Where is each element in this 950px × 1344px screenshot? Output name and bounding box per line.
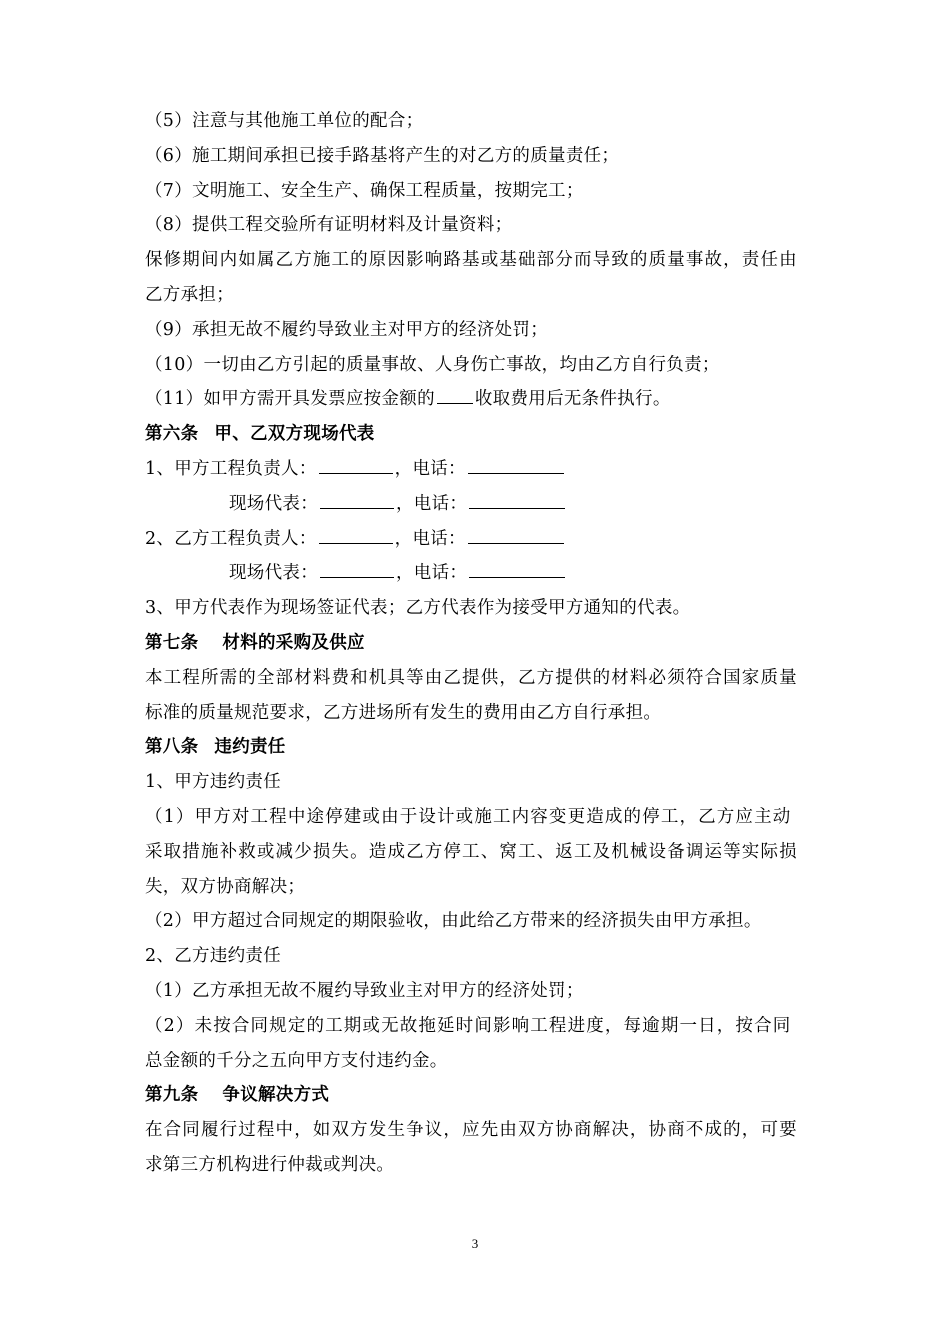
- article-9-paragraph-line-2: 求第三方机构进行仲裁或判决。: [145, 1154, 395, 1175]
- article-9-title: 争议解决方式: [222, 1085, 330, 1106]
- article-9-paragraph-line-1: 在合同履行过程中，如双方发生争议，应先由双方协商解决，协商不成的，可要: [145, 1120, 798, 1141]
- party-a-rep-blank[interactable]: [320, 492, 394, 509]
- tel-label: ，电话：: [394, 458, 466, 479]
- article-6-heading: [145, 417, 825, 452]
- fill-in-blank-rate[interactable]: [437, 387, 473, 404]
- clause-item-9: （9）承担无故不履约导致业主对甲方的经济处罚；: [145, 319, 549, 340]
- clause-item-8: （8）提供工程交验所有证明材料及计量资料；: [145, 215, 513, 236]
- party-a-breach-item-1-line-1: （1）甲方对工程中途停建或由于设计或施工内容变更造成的停工，乙方应主动: [145, 806, 792, 827]
- clause-item-10: （10）一切由乙方引起的质量事故、人身伤亡事故，均由乙方自行负责；: [145, 354, 720, 375]
- party-a-breach-item-1-line-2: 采取措施补救或减少损失。造成乙方停工、窝工、返工及机械设备调运等实际损: [145, 841, 798, 862]
- article-7-paragraph-line-2: 标准的质量规范要求，乙方进场所有发生的费用由乙方自行承担。: [145, 702, 662, 723]
- warranty-paragraph-line-1: 保修期间内如属乙方施工的原因影响路基或基础部分而导致的质量事故，责任由: [145, 250, 798, 271]
- party-a-rep-tel-blank[interactable]: [469, 492, 565, 509]
- tel-label: ，电话：: [396, 563, 468, 584]
- article-9-heading: [145, 1078, 825, 1113]
- article-8-heading: [145, 730, 825, 765]
- party-a-rep-label: 现场代表：: [229, 493, 318, 514]
- clause-item-6: （6）施工期间承担已接手路基将产生的对乙方的质量责任；: [145, 145, 620, 166]
- clause-item-11-text-b: 收取费用后无条件执行。: [474, 389, 671, 410]
- article-6-title: 甲、乙双方现场代表: [214, 424, 375, 445]
- representative-note: 3、甲方代表作为现场签证代表；乙方代表作为接受甲方通知的代表。: [145, 598, 691, 619]
- party-b-breach-item-2-line-2: 总金额的千分之五向甲方支付违约金。: [145, 1050, 448, 1071]
- clause-item-11-text-a: （11）如甲方需开具发票应按金额的: [145, 389, 435, 410]
- page-number: 3: [471, 1236, 479, 1251]
- party-b-manager-row: [145, 522, 825, 557]
- article-7-paragraph-line-1: 本工程所需的全部材料费和机具等由乙提供，乙方提供的材料必须符合国家质量: [145, 667, 798, 688]
- party-a-breach-item-2: （2）甲方超过合同规定的期限验收，由此给乙方带来的经济损失由甲方承担。: [145, 911, 762, 932]
- party-b-manager-blank[interactable]: [319, 527, 393, 544]
- party-b-rep-blank[interactable]: [320, 561, 394, 578]
- party-b-breach-heading: 2、乙方违约责任: [145, 946, 282, 967]
- tel-label: ，电话：: [396, 493, 468, 514]
- clause-item-5: （5）注意与其他施工单位的配合；: [145, 111, 424, 131]
- party-a-breach-item-1-line-3: 失，双方协商解决；: [145, 876, 306, 897]
- party-b-manager-tel-blank[interactable]: [468, 527, 564, 544]
- warranty-paragraph-line-2: 乙方承担；: [145, 284, 234, 305]
- party-a-manager-label: 1、甲方工程负责人：: [145, 458, 317, 479]
- article-7-title: 材料的采购及供应: [222, 632, 365, 653]
- party-b-rep-row: [145, 556, 825, 591]
- article-6-number: 第六条: [145, 424, 199, 445]
- article-7-heading: [145, 626, 825, 661]
- party-b-breach-item-2-line-1: （2）未按合同规定的工期或无故拖延时间影响工程进度，每逾期一日，按合同: [145, 1015, 792, 1036]
- party-a-breach-heading: 1、甲方违约责任: [145, 772, 282, 793]
- article-8-number: 第八条: [145, 737, 199, 758]
- article-7-number: 第七条: [145, 632, 199, 653]
- party-a-manager-row: [145, 452, 825, 487]
- party-b-breach-item-1: （1）乙方承担无故不履约导致业主对甲方的经济处罚；: [145, 980, 584, 1001]
- party-a-rep-row: [145, 487, 825, 522]
- party-b-rep-tel-blank[interactable]: [469, 561, 565, 578]
- article-8-title: 违约责任: [214, 737, 286, 758]
- article-9-number: 第九条: [145, 1085, 199, 1106]
- party-a-manager-blank[interactable]: [319, 457, 393, 474]
- party-b-manager-label: 2、乙方工程负责人：: [145, 528, 317, 549]
- party-b-rep-label: 现场代表：: [229, 563, 318, 584]
- clause-item-11: [145, 382, 825, 417]
- tel-label: ，电话：: [394, 528, 466, 549]
- page-body: [145, 104, 825, 1183]
- party-a-manager-tel-blank[interactable]: [468, 457, 564, 474]
- clause-item-7: （7）文明施工、安全生产、确保工程质量，按期完工；: [145, 180, 584, 201]
